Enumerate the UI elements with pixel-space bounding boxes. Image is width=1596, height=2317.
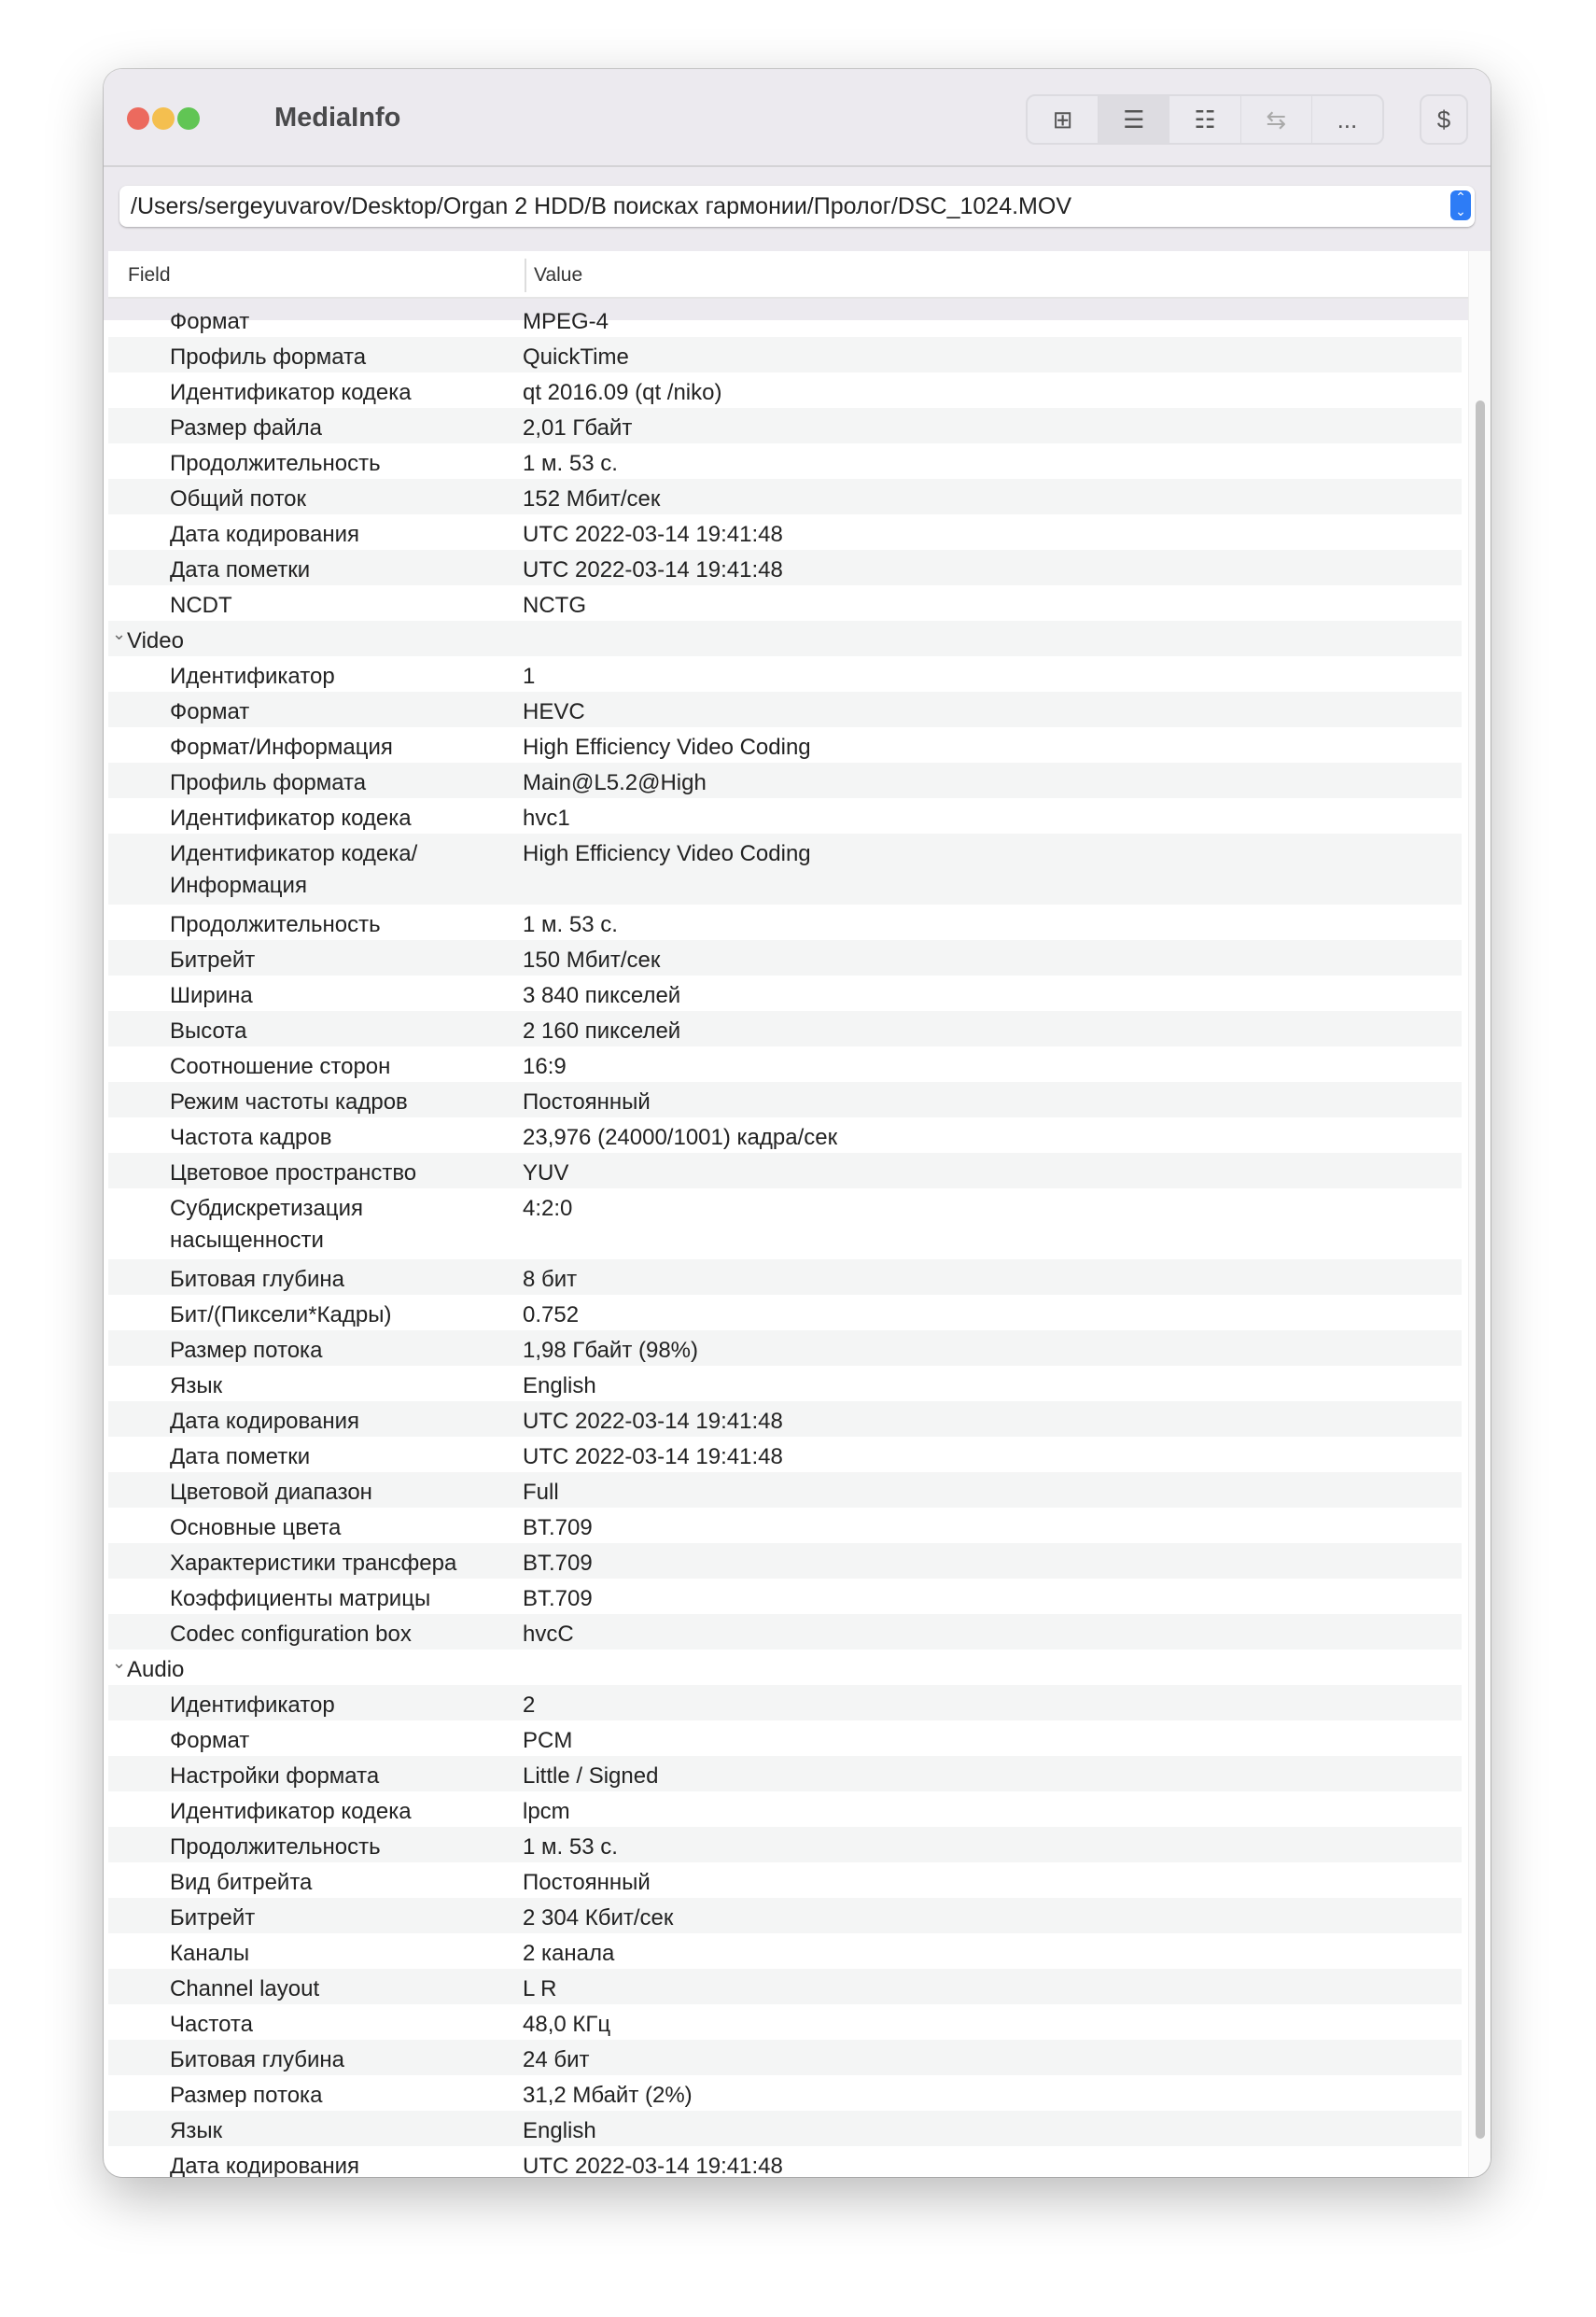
value-cell: 150 Мбит/сек bbox=[523, 948, 661, 973]
field-cell: Дата пометки bbox=[170, 1444, 311, 1469]
view-mode-segmented-control bbox=[1026, 94, 1384, 145]
value-cell: 1 м. 53 с. bbox=[523, 1834, 618, 1860]
column-header-field[interactable]: Field bbox=[128, 264, 171, 286]
field-cell: Битрейт bbox=[170, 948, 256, 973]
field-cell: Размер файла bbox=[170, 415, 323, 441]
table-row[interactable] bbox=[108, 1188, 1462, 1259]
field-cell: Дата кодирования bbox=[170, 1409, 359, 1434]
field-cell: Ширина bbox=[170, 983, 253, 1008]
field-cell: Язык bbox=[170, 1373, 223, 1398]
field-cell: Продолжительность bbox=[170, 1834, 381, 1860]
value-cell: UTC 2022-03-14 19:41:48 bbox=[523, 2154, 783, 2177]
table-row[interactable] bbox=[108, 656, 1462, 692]
field-cell: Codec configuration box bbox=[170, 1622, 412, 1647]
value-cell: 152 Мбит/сек bbox=[523, 486, 661, 512]
field-cell: Размер потока bbox=[170, 1338, 323, 1363]
field-cell: Основные цвета bbox=[170, 1515, 342, 1540]
info-table bbox=[108, 302, 1462, 2177]
table-row[interactable] bbox=[108, 514, 1462, 550]
field-cell: Частота кадров bbox=[170, 1125, 332, 1150]
table-row[interactable] bbox=[108, 1330, 1462, 1366]
value-cell: 0.752 bbox=[523, 1302, 580, 1327]
value-cell: BT.709 bbox=[523, 1515, 593, 1540]
value-cell: 8 бит bbox=[523, 1267, 578, 1292]
value-cell: Little / Signed bbox=[523, 1763, 659, 1789]
value-cell: 1 bbox=[523, 664, 536, 689]
minimize-button[interactable] bbox=[152, 107, 175, 130]
table-row[interactable] bbox=[108, 905, 1462, 940]
table-row[interactable] bbox=[108, 1259, 1462, 1295]
table-row[interactable] bbox=[108, 1366, 1462, 1401]
field-cell: Коэффициенты матрицы bbox=[170, 1586, 431, 1611]
table-row[interactable] bbox=[108, 2111, 1462, 2146]
field-cell: Общий поток bbox=[170, 486, 307, 512]
table-row[interactable] bbox=[108, 1614, 1462, 1650]
field-cell: Формат bbox=[170, 1728, 250, 1753]
table-row[interactable] bbox=[108, 1933, 1462, 1969]
value-cell: L R bbox=[523, 1976, 557, 2001]
swap-icon[interactable]: ⇆ bbox=[1241, 96, 1312, 143]
value-cell: 2 160 пикселей bbox=[523, 1018, 681, 1044]
field-cell: Субдискретизация насыщенности bbox=[170, 1196, 363, 1253]
table-row[interactable] bbox=[108, 443, 1462, 479]
table-row[interactable] bbox=[108, 2004, 1462, 2040]
table-row[interactable] bbox=[108, 834, 1462, 905]
value-cell: lpcm bbox=[523, 1799, 570, 1824]
field-cell: Идентификатор bbox=[170, 664, 335, 689]
field-cell: Режим частоты кадров bbox=[170, 1089, 408, 1115]
table-row[interactable] bbox=[108, 372, 1462, 408]
value-cell: PCM bbox=[523, 1728, 573, 1753]
value-cell: 16:9 bbox=[523, 1054, 567, 1079]
zoom-button[interactable] bbox=[177, 107, 200, 130]
value-cell: 2 канала bbox=[523, 1941, 615, 1966]
value-cell: UTC 2022-03-14 19:41:48 bbox=[523, 522, 783, 547]
table-row[interactable] bbox=[108, 1756, 1462, 1791]
field-cell: Частота bbox=[170, 2012, 253, 2037]
value-cell: 23,976 (24000/1001) кадра/сек bbox=[523, 1125, 838, 1150]
window-title: MediaInfo bbox=[274, 103, 401, 133]
grid-view-icon[interactable]: ⊞ bbox=[1028, 96, 1099, 143]
field-cell: Продолжительность bbox=[170, 912, 381, 937]
field-cell: Идентификатор кодека bbox=[170, 806, 412, 831]
field-cell: Настройки формата bbox=[170, 1763, 380, 1789]
field-cell: Каналы bbox=[170, 1941, 250, 1966]
value-cell: English bbox=[523, 2118, 596, 2143]
table-row[interactable] bbox=[108, 727, 1462, 763]
value-cell: UTC 2022-03-14 19:41:48 bbox=[523, 1444, 783, 1469]
field-cell: Соотношение сторон bbox=[170, 1054, 391, 1079]
table-row[interactable] bbox=[108, 408, 1462, 443]
field-cell: Битовая глубина bbox=[170, 1267, 344, 1292]
value-cell: High Efficiency Video Coding bbox=[523, 841, 811, 866]
field-cell: Высота bbox=[170, 1018, 247, 1044]
value-cell: 31,2 Мбайт (2%) bbox=[523, 2083, 693, 2108]
table-row[interactable] bbox=[108, 585, 1462, 621]
table-row[interactable] bbox=[108, 763, 1462, 798]
chevron-down-icon[interactable]: ⌄ bbox=[112, 1653, 127, 1672]
field-cell: Профиль формата bbox=[170, 344, 367, 370]
vertical-scrollbar[interactable] bbox=[1468, 251, 1491, 2177]
field-cell: NCDT bbox=[170, 593, 232, 618]
value-cell: 2,01 Гбайт bbox=[523, 415, 633, 441]
value-cell: 4:2:0 bbox=[523, 1196, 573, 1221]
table-row[interactable] bbox=[108, 1082, 1462, 1117]
value-cell: 1 м. 53 с. bbox=[523, 912, 618, 937]
column-header-value[interactable]: Value bbox=[534, 264, 583, 286]
list-view-icon[interactable]: ☷ bbox=[1169, 96, 1240, 143]
field-cell: Формат/Информация bbox=[170, 735, 393, 760]
value-cell: UTC 2022-03-14 19:41:48 bbox=[523, 1409, 783, 1434]
table-row[interactable] bbox=[108, 1472, 1462, 1508]
table-row[interactable] bbox=[108, 1720, 1462, 1756]
table-row[interactable] bbox=[108, 1791, 1462, 1827]
value-cell: BT.709 bbox=[523, 1586, 593, 1611]
table-row[interactable] bbox=[108, 798, 1462, 834]
field-cell: Характеристики трансфера bbox=[170, 1551, 457, 1576]
field-cell: Битовая глубина bbox=[170, 2047, 344, 2072]
value-cell: UTC 2022-03-14 19:41:48 bbox=[523, 557, 783, 583]
table-row[interactable] bbox=[108, 1401, 1462, 1437]
value-cell: Main@L5.2@High bbox=[523, 770, 707, 795]
tree-view-icon[interactable]: ☰ bbox=[1099, 96, 1169, 143]
table-row[interactable] bbox=[108, 1295, 1462, 1330]
donate-button[interactable]: $ bbox=[1420, 94, 1468, 145]
field-cell: Бит/(Пиксели*Кадры) bbox=[170, 1302, 392, 1327]
file-path-select[interactable] bbox=[119, 186, 1475, 227]
table-row[interactable] bbox=[108, 1579, 1462, 1614]
title-bar bbox=[104, 69, 1491, 167]
field-cell: Размер потока bbox=[170, 2083, 323, 2108]
table-row[interactable] bbox=[108, 1508, 1462, 1543]
table-header bbox=[108, 251, 1472, 299]
value-cell: 24 бит bbox=[523, 2047, 590, 2072]
table-row[interactable] bbox=[108, 337, 1462, 372]
field-cell: Audio bbox=[127, 1657, 185, 1682]
file-path-value: /Users/sergeyuvarov/Desktop/Organ 2 HDD/В поисках гармонии/Пролог/DSC_1024.MOV bbox=[131, 193, 1072, 219]
value-cell: Постоянный bbox=[523, 1870, 651, 1895]
field-cell: Идентификатор кодека/Информация bbox=[170, 841, 418, 898]
value-cell: Full bbox=[523, 1480, 559, 1505]
section-row[interactable] bbox=[108, 1650, 1462, 1685]
column-divider[interactable] bbox=[525, 259, 526, 292]
table-row[interactable] bbox=[108, 1543, 1462, 1579]
scroll-thumb[interactable] bbox=[1476, 400, 1485, 2139]
field-cell: Язык bbox=[170, 2118, 223, 2143]
field-cell: Цветовое пространство bbox=[170, 1160, 417, 1186]
value-cell: 48,0 КГц bbox=[523, 2012, 611, 2037]
table-row[interactable] bbox=[108, 2146, 1462, 2177]
table-row[interactable] bbox=[108, 1898, 1462, 1933]
field-cell: Идентификатор кодека bbox=[170, 380, 412, 405]
field-cell: Формат bbox=[170, 699, 250, 724]
table-row[interactable] bbox=[108, 1153, 1462, 1188]
table-row[interactable] bbox=[108, 2040, 1462, 2075]
value-cell: MPEG-4 bbox=[523, 309, 609, 334]
field-cell: Channel layout bbox=[170, 1976, 320, 2001]
field-cell: Дата кодирования bbox=[170, 522, 359, 547]
field-cell: Дата пометки bbox=[170, 557, 311, 583]
table-row[interactable] bbox=[108, 1046, 1462, 1082]
value-cell: 3 840 пикселей bbox=[523, 983, 681, 1008]
table-row[interactable] bbox=[108, 940, 1462, 976]
value-cell: BT.709 bbox=[523, 1551, 593, 1576]
table-row[interactable] bbox=[108, 1862, 1462, 1898]
value-cell: 2 bbox=[523, 1692, 536, 1718]
value-cell: NCTG bbox=[523, 593, 586, 618]
table-row[interactable] bbox=[108, 692, 1462, 727]
table-row[interactable] bbox=[108, 1685, 1462, 1720]
table-row[interactable] bbox=[108, 1011, 1462, 1046]
value-cell: hvc1 bbox=[523, 806, 570, 831]
field-cell: Video bbox=[127, 628, 184, 653]
table-row[interactable] bbox=[108, 2075, 1462, 2111]
mediainfo-window bbox=[104, 69, 1491, 2177]
value-cell: hvcC bbox=[523, 1622, 574, 1647]
table-row[interactable] bbox=[108, 1827, 1462, 1862]
section-row[interactable] bbox=[108, 621, 1462, 656]
more-icon[interactable]: ... bbox=[1337, 105, 1358, 133]
value-cell: QuickTime bbox=[523, 344, 629, 370]
value-cell: English bbox=[523, 1373, 596, 1398]
close-button[interactable] bbox=[127, 107, 149, 130]
value-cell: 1 м. 53 с. bbox=[523, 451, 618, 476]
value-cell: 1,98 Гбайт (98%) bbox=[523, 1338, 699, 1363]
chevron-updown-icon[interactable]: ⌃ ⌄ bbox=[1450, 190, 1471, 220]
table-row[interactable] bbox=[108, 479, 1462, 514]
field-cell: Дата кодирования bbox=[170, 2154, 359, 2177]
table-row[interactable] bbox=[108, 1437, 1462, 1472]
table-row[interactable] bbox=[108, 1969, 1462, 2004]
field-cell: Профиль формата bbox=[170, 770, 367, 795]
field-cell: Продолжительность bbox=[170, 451, 381, 476]
field-cell: Цветовой диапазон bbox=[170, 1480, 372, 1505]
value-cell: qt 2016.09 (qt /niko) bbox=[523, 380, 722, 405]
value-cell: YUV bbox=[523, 1160, 569, 1186]
value-cell: Постоянный bbox=[523, 1089, 651, 1115]
field-cell: Формат bbox=[170, 309, 250, 334]
table-row[interactable] bbox=[108, 1117, 1462, 1153]
chevron-down-icon[interactable]: ⌄ bbox=[112, 625, 127, 643]
value-cell: 2 304 Кбит/сек bbox=[523, 1905, 674, 1931]
value-cell: High Efficiency Video Coding bbox=[523, 735, 811, 760]
field-cell: Идентификатор bbox=[170, 1692, 335, 1718]
field-cell: Вид битрейта bbox=[170, 1870, 313, 1895]
field-cell: Идентификатор кодека bbox=[170, 1799, 412, 1824]
table-row[interactable] bbox=[108, 302, 1462, 337]
field-cell: Битрейт bbox=[170, 1905, 256, 1931]
value-cell: HEVC bbox=[523, 699, 585, 724]
table-row[interactable] bbox=[108, 550, 1462, 585]
table-row[interactable] bbox=[108, 976, 1462, 1011]
